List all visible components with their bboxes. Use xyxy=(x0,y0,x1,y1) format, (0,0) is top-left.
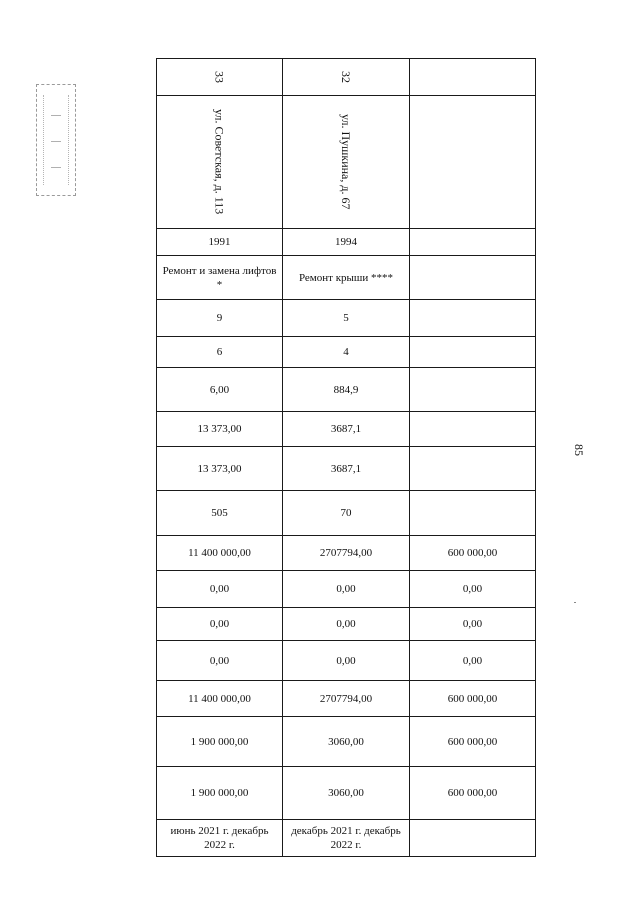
cell-value: 4 xyxy=(283,337,410,368)
cell-value: 600 000,00 xyxy=(410,767,536,820)
cell-address: ул. Советская, д. 113 xyxy=(157,96,283,229)
cell-period xyxy=(410,820,536,857)
cell-value: 0,00 xyxy=(157,641,283,681)
cell-value xyxy=(410,491,536,536)
cell-number: 33 xyxy=(157,59,283,96)
cell-period: декабрь 2021 г. декабрь 2022 г. xyxy=(283,820,410,857)
cell-value: 505 xyxy=(157,491,283,536)
cell-value: 6,00 xyxy=(157,368,283,412)
cell-number: 32 xyxy=(283,59,410,96)
cell-year: 1994 xyxy=(283,229,410,256)
cell-value: 13 373,00 xyxy=(157,412,283,447)
cell-value: 0,00 xyxy=(283,571,410,608)
cell-period: июнь 2021 г. декабрь 2022 г. xyxy=(157,820,283,857)
row-number xyxy=(157,59,536,96)
scan-speck xyxy=(574,602,576,603)
cell-year: 1991 xyxy=(157,229,283,256)
cell-year xyxy=(410,229,536,256)
cell-value: 0,00 xyxy=(157,571,283,608)
cell-value: 3060,00 xyxy=(283,717,410,767)
cell-address: ул. Пушкина, д. 67 xyxy=(283,96,410,229)
cell-value: 0,00 xyxy=(283,608,410,641)
cell-value: 3687,1 xyxy=(283,447,410,491)
page-number: 85 xyxy=(572,444,586,456)
row-year xyxy=(157,229,536,256)
row-value xyxy=(157,447,536,491)
cell-work-type: Ремонт и замена лифтов * xyxy=(157,256,283,300)
cell-value xyxy=(410,300,536,337)
row-address xyxy=(157,96,536,229)
cell-value: 2707794,00 xyxy=(283,681,410,717)
row-value xyxy=(157,491,536,536)
row-period xyxy=(157,820,536,857)
row-value xyxy=(157,717,536,767)
cell-value: 3060,00 xyxy=(283,767,410,820)
archive-stamp xyxy=(36,84,76,196)
row-value xyxy=(157,767,536,820)
cell-value: 11 400 000,00 xyxy=(157,536,283,571)
row-work-type xyxy=(157,256,536,300)
cell-value: 0,00 xyxy=(410,641,536,681)
row-value xyxy=(157,536,536,571)
cell-work-type: Ремонт крыши **** xyxy=(283,256,410,300)
cell-value xyxy=(410,368,536,412)
row-value xyxy=(157,368,536,412)
cell-value: 0,00 xyxy=(283,641,410,681)
cell-value: 600 000,00 xyxy=(410,536,536,571)
cell-value: 13 373,00 xyxy=(157,447,283,491)
cell-value xyxy=(410,447,536,491)
cell-value: 11 400 000,00 xyxy=(157,681,283,717)
cell-value: 884,9 xyxy=(283,368,410,412)
cell-work-type xyxy=(410,256,536,300)
cell-value: 6 xyxy=(157,337,283,368)
cell-number xyxy=(410,59,536,96)
cell-value: 0,00 xyxy=(410,608,536,641)
row-value xyxy=(157,608,536,641)
cell-address xyxy=(410,96,536,229)
row-value xyxy=(157,300,536,337)
row-value xyxy=(157,412,536,447)
cell-value: 2707794,00 xyxy=(283,536,410,571)
cell-value xyxy=(410,337,536,368)
cell-value xyxy=(410,412,536,447)
row-value xyxy=(157,571,536,608)
cell-value: 5 xyxy=(283,300,410,337)
cell-value: 0,00 xyxy=(157,608,283,641)
cell-value: 9 xyxy=(157,300,283,337)
cell-value: 600 000,00 xyxy=(410,681,536,717)
cell-value: 70 xyxy=(283,491,410,536)
cell-value: 1 900 000,00 xyxy=(157,717,283,767)
cell-value: 3687,1 xyxy=(283,412,410,447)
row-value xyxy=(157,681,536,717)
cell-value: 0,00 xyxy=(410,571,536,608)
cell-value: 1 900 000,00 xyxy=(157,767,283,820)
row-value xyxy=(157,337,536,368)
cell-value: 600 000,00 xyxy=(410,717,536,767)
repair-data-table xyxy=(156,58,536,857)
row-value xyxy=(157,641,536,681)
